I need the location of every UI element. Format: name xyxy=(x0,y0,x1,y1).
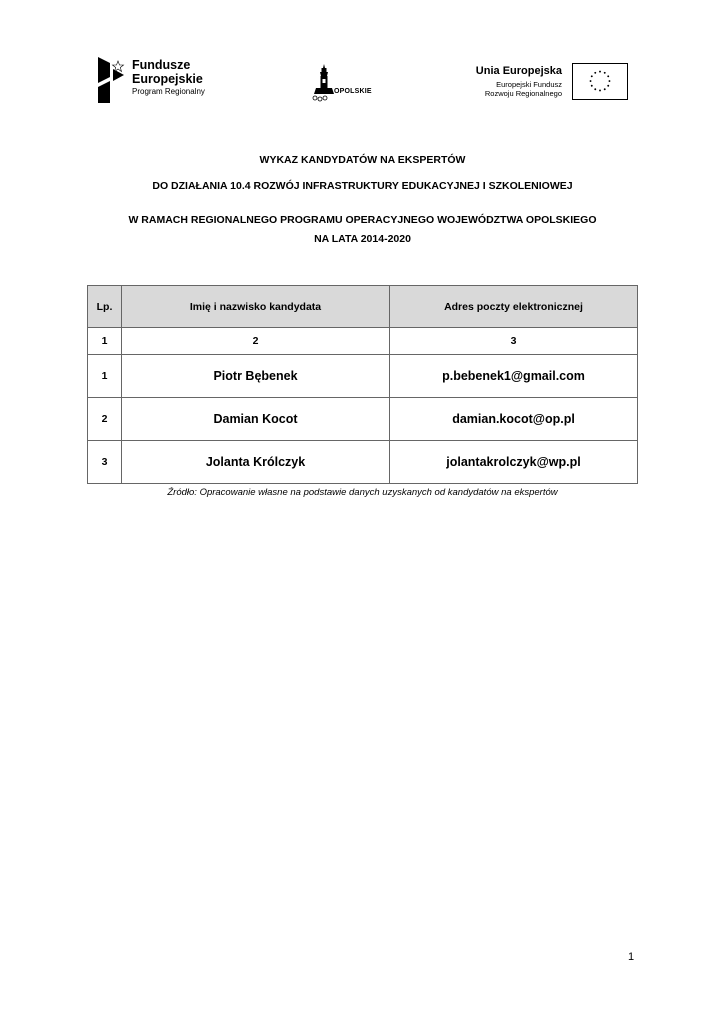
opolskie-logo xyxy=(308,62,378,104)
header-lp: Lp. xyxy=(88,286,122,328)
row-email: jolantakrolczyk@wp.pl xyxy=(390,441,638,484)
header-email: Adres poczty elektronicznej xyxy=(390,286,638,328)
table-row xyxy=(88,355,638,398)
eu-logo-subtitle xyxy=(485,80,562,99)
opolskie-tower-icon xyxy=(308,62,378,104)
fundusze-europejskie-logo xyxy=(96,55,236,105)
title-line3: W RAMACH REGIONALNEGO PROGRAMU OPERACYJNEGO WOJEWÓDZTWA OPOLSKIEGO xyxy=(128,214,597,226)
row-email: p.bebenek1@gmail.com xyxy=(390,355,638,398)
fe-logo-line2: Europejskie xyxy=(132,71,203,86)
row-lp: 2 xyxy=(88,398,122,441)
title-line1: WYKAZ KANDYDATÓW NA EKSPERTÓW xyxy=(259,154,466,166)
eu-flag-icon xyxy=(572,63,628,100)
header-name: Imię i nazwisko kandydata xyxy=(122,286,390,328)
fe-logo-line3: Program Regionalny xyxy=(132,87,205,96)
row-name: Damian Kocot xyxy=(122,398,390,441)
row-name: Piotr Bębenek xyxy=(122,355,390,398)
row-name: Jolanta Królczyk xyxy=(122,441,390,484)
table-row xyxy=(88,441,638,484)
eu-logo-line1: Unia Europejska xyxy=(475,65,562,77)
eu-logo xyxy=(466,63,628,103)
numbering-cell: 3 xyxy=(390,328,638,355)
opolskie-label: OPOLSKIE xyxy=(334,88,372,95)
source-note: Źródło: Opracowanie własne na podstawie danych uzyskanych od kandydatów na ekspertów xyxy=(167,487,558,498)
numbering-cell: 2 xyxy=(122,328,390,355)
row-email: damian.kocot@op.pl xyxy=(390,398,638,441)
title-line2: DO DZIAŁANIA 10.4 ROZWÓJ INFRASTRUKTURY EDUKACYJNEJ I SZKOLENIOWEJ xyxy=(152,180,573,192)
table-row xyxy=(88,398,638,441)
eu-logo-line2: Europejski Fundusz xyxy=(496,80,562,89)
page-number: 1 xyxy=(628,951,635,963)
row-lp: 1 xyxy=(88,355,122,398)
row-lp: 3 xyxy=(88,441,122,484)
title-line4: NA LATA 2014-2020 xyxy=(314,233,411,245)
numbering-cell: 1 xyxy=(88,328,122,355)
fe-star-icon xyxy=(96,55,126,105)
fe-logo-line1: Fundusze xyxy=(132,58,191,72)
eu-logo-line3: Rozwoju Regionalnego xyxy=(484,89,562,99)
table-numbering-row xyxy=(88,328,638,355)
candidates-table xyxy=(87,285,638,484)
table-header-row xyxy=(88,286,638,328)
